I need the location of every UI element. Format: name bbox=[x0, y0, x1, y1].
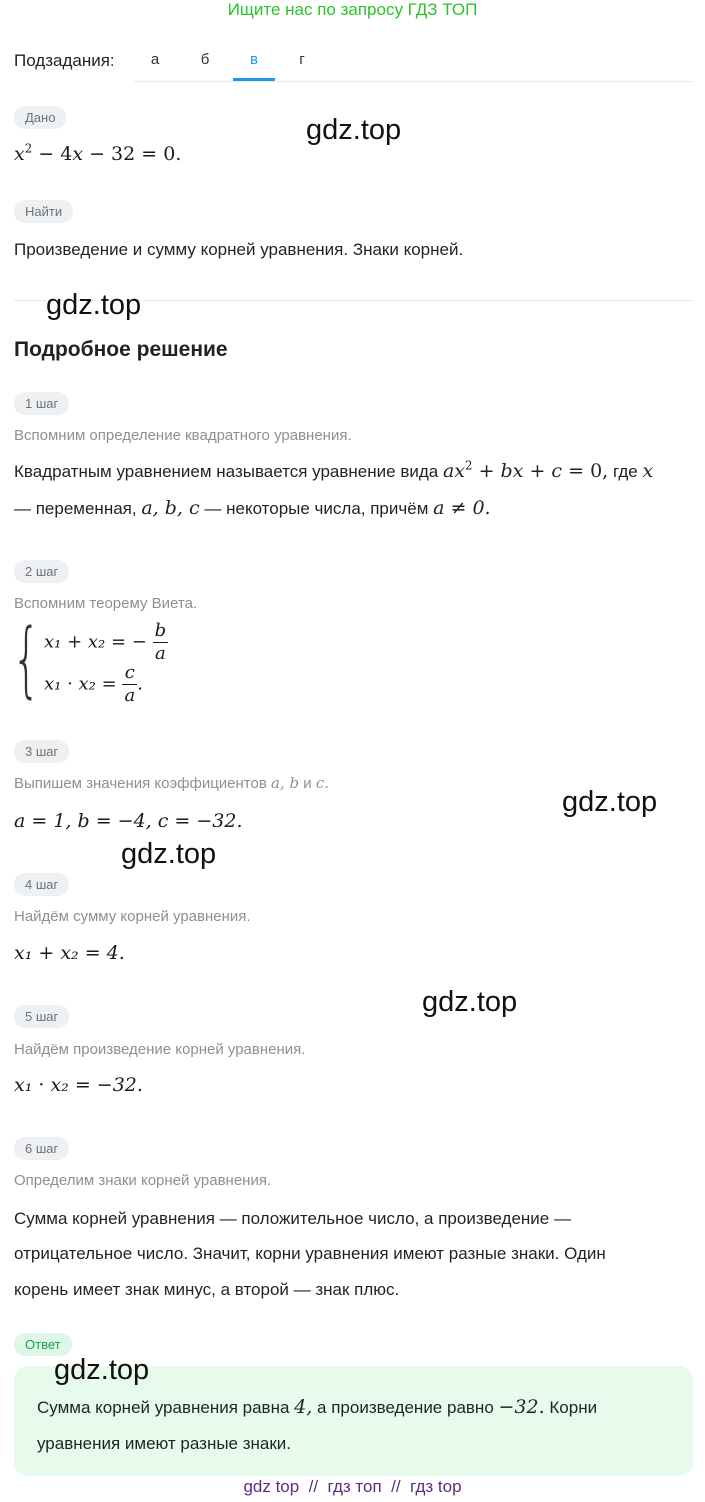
tab-a[interactable]: а bbox=[150, 51, 160, 68]
watermark: gdz.top bbox=[562, 786, 658, 818]
watermark: gdz.top bbox=[422, 986, 518, 1018]
step-6-badge: 6 шаг bbox=[14, 1137, 69, 1160]
step-6-line-3: корень имеет знак минус, а второй — знак плюс. bbox=[14, 1280, 400, 1299]
watermark: gdz.top bbox=[121, 838, 217, 870]
solution-title: Подробное решение bbox=[14, 338, 228, 361]
search-banner: Ищите нас по запросу ГДЗ ТОП bbox=[227, 0, 478, 19]
answer-badge: Ответ bbox=[14, 1333, 72, 1356]
step-1-formula: $ax^2$ + bx + c = 0, bbox=[442, 458, 609, 482]
watermark: gdz.top bbox=[46, 289, 142, 321]
step-5-badge: 5 шаг bbox=[14, 1005, 69, 1028]
step-2-hint: Вспомним теорему Виета. bbox=[14, 595, 198, 612]
step-5-result: x₁ · x₂ = −32. bbox=[14, 1074, 143, 1096]
step-5-hint: Найдём произведение корней уравнения. bbox=[14, 1041, 306, 1058]
find-text: Произведение и сумму корней уравнения. Знаки корней. bbox=[14, 240, 464, 259]
step-1-text-3: — некоторые числа, причём bbox=[204, 499, 429, 518]
given-badge: Дано bbox=[14, 106, 66, 129]
step-4-result: x₁ + x₂ = 4. bbox=[14, 942, 125, 964]
step-1-tail: где bbox=[612, 462, 638, 481]
step-4-hint: Найдём сумму корней уравнения. bbox=[14, 908, 251, 925]
subtasks-label: Подзадания: bbox=[14, 51, 115, 70]
watermark: gdz.top bbox=[54, 1354, 150, 1386]
footer-links: gdz top // гдз топ // гдз top bbox=[243, 1477, 462, 1496]
tab-b[interactable]: б bbox=[200, 51, 210, 68]
step-6-line-2: отрицательное число. Значит, корни уравнения имеют разные знаки. Один bbox=[14, 1244, 606, 1263]
step-6-line-1: Сумма корней уравнения — положительное число, а произведение — bbox=[14, 1209, 571, 1228]
step-1-text-2: — переменная, bbox=[14, 499, 137, 518]
step-2-badge: 2 шаг bbox=[14, 560, 69, 583]
step-6-hint: Определим знаки корней уравнения. bbox=[14, 1172, 272, 1189]
subtask-tabs bbox=[134, 40, 693, 82]
system-brace: { bbox=[12, 612, 41, 707]
answer-line-1: Сумма корней уравнения равна 4, а произведение равно −32. Корни bbox=[37, 1396, 598, 1418]
tab-v[interactable]: в bbox=[233, 40, 275, 81]
step-1-text: Квадратным уравнением называется уравнение вида bbox=[14, 462, 439, 481]
watermark: gdz.top bbox=[306, 114, 402, 146]
step-1-cond: a ≠ 0. bbox=[433, 497, 491, 519]
step-3-hint: Выпишем значения коэффициентов a, b и c. bbox=[14, 774, 329, 792]
answer-line-2: уравнения имеют разные знаки. bbox=[37, 1434, 292, 1453]
find-badge: Найти bbox=[14, 200, 73, 223]
step-1-line-2 bbox=[14, 497, 491, 519]
step-1-badge: 1 шаг bbox=[14, 392, 69, 415]
step-3-result: a = 1, b = −4, c = −32. bbox=[14, 810, 243, 832]
step-1-var: x bbox=[642, 460, 654, 482]
step-4-badge: 4 шаг bbox=[14, 873, 69, 896]
vieta-equation-1: x₁ + x₂ = − $\frac{b}{a}$ bbox=[44, 620, 167, 664]
step-1-vars: a, b, c bbox=[141, 497, 200, 519]
vieta-equation-2: x₁ · x₂ = $\frac{c}{a}$ . bbox=[44, 662, 143, 706]
step-1-hint: Вспомним определение квадратного уравнения. bbox=[14, 427, 352, 444]
given-equation: $x^2 - 4x - 32 = 0$. bbox=[14, 141, 182, 165]
step-3-badge: 3 шаг bbox=[14, 740, 69, 763]
tab-g[interactable]: г bbox=[299, 51, 305, 68]
step-1-line-1 bbox=[14, 460, 653, 482]
